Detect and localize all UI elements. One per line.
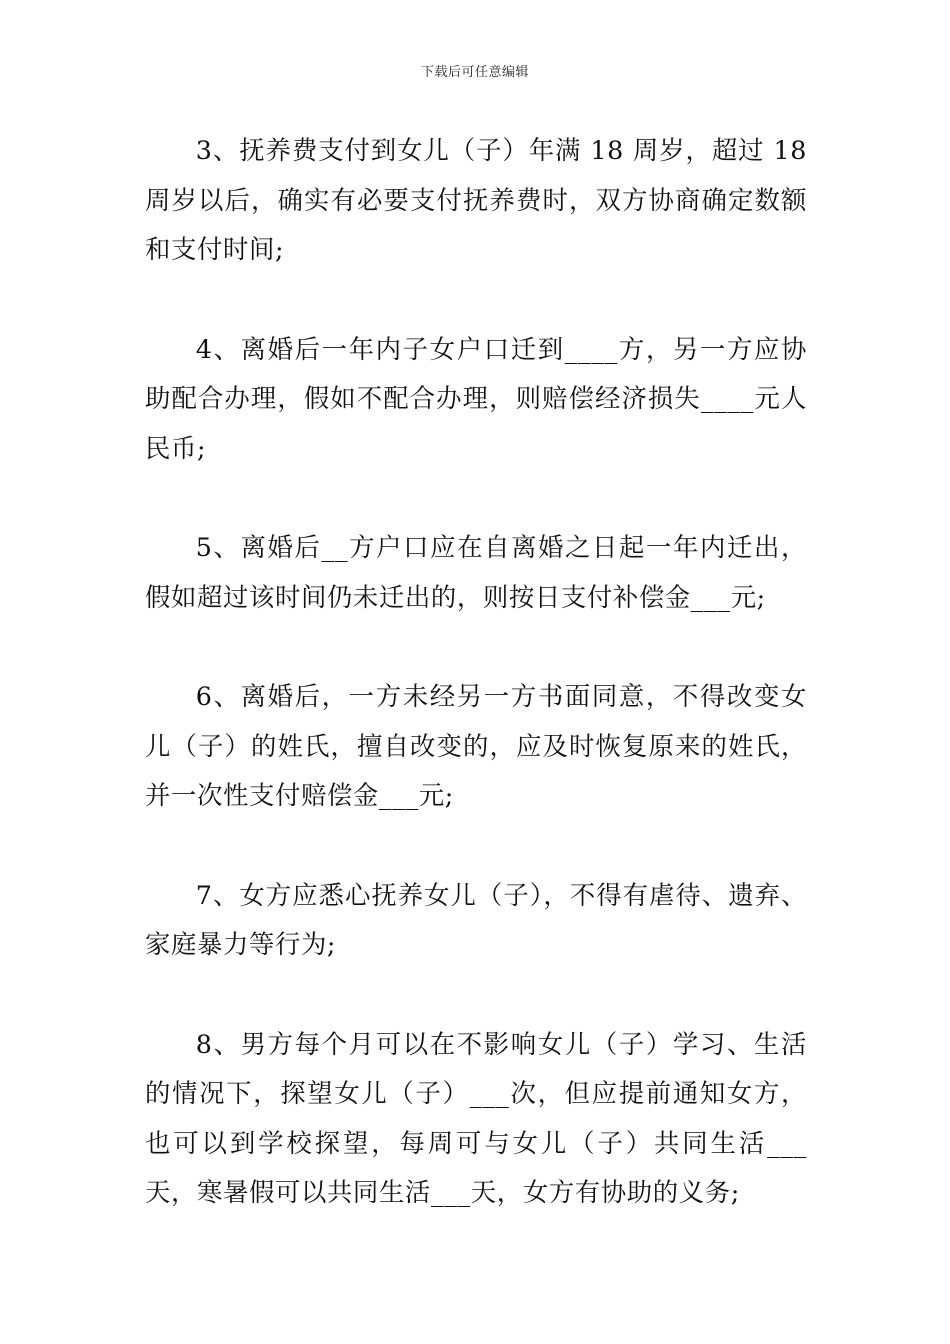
clause-6: 6、离婚后，一方未经另一方书面同意，不得改变女儿（子）的姓氏，擅自改变的，应及时恢复原来的姓氏，并一次性支付赔偿金___元;	[145, 681, 807, 810]
clause-5: 5、离婚后__方户口应在自离婚之日起一年内迁出，假如超过该时间仍未迁出的，则按日支付补偿金___元;	[145, 532, 807, 612]
clause-7: 7、女方应悉心抚养女儿（子），不得有虐待、遗弃、家庭暴力等行为;	[145, 879, 807, 959]
clause-8: 8、男方每个月可以在不影响女儿（子）学习、生活的情况下，探望女儿（子）___次，但应提前通知女方，也可以到学校探望，每周可与女儿（子）共同生活___天，寒暑假可以共同生活___天，女方有协助的义务;	[145, 1028, 807, 1207]
clause-3: 3、抚养费支付到女儿（子）年满 18 周岁，超过 18 周岁以后，确实有必要支付抚养费时，双方协商确定数额和支付时间;	[145, 135, 807, 264]
page-header-note: 下载后可任意编辑	[420, 65, 529, 80]
document-body	[145, 126, 807, 1268]
clause-4: 4、离婚后一年内子女户口迁到____方，另一方应协助配合办理，假如不配合办理，则赔偿经济损失____元人民币;	[145, 333, 807, 463]
